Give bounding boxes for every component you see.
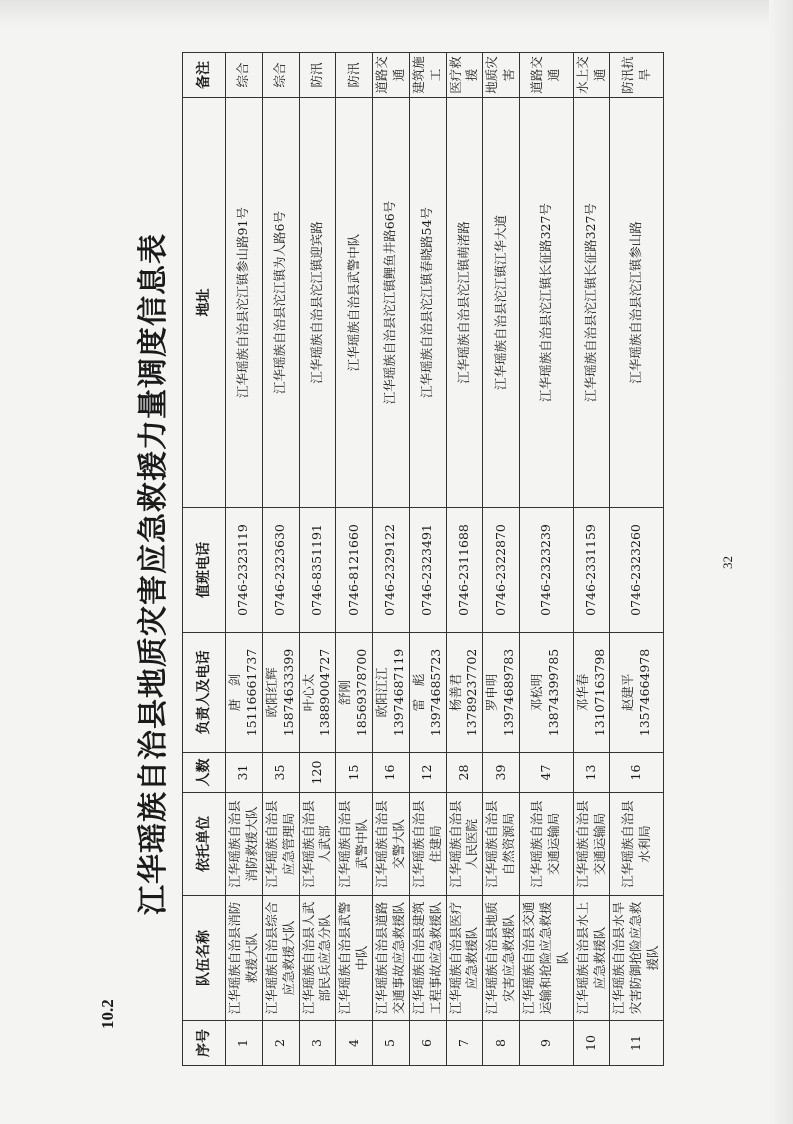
- page-title: 江华瑶族自治县地质灾害应急救援力量调度信息表: [136, 233, 171, 915]
- cell-unit: 江华瑶族自治县水利局: [610, 793, 664, 896]
- cell-no: 6: [409, 1021, 446, 1066]
- person-phone: 13789237702: [464, 648, 480, 737]
- cell-count: 31: [226, 753, 263, 793]
- cell-no: 5: [373, 1021, 410, 1066]
- person-phone: 15116661737: [243, 648, 259, 737]
- cell-person: [520, 633, 574, 753]
- table-row: [262, 53, 299, 1066]
- cell-note: 防汛: [299, 53, 336, 98]
- rescue-force-table: [182, 52, 664, 1066]
- cell-unit: 江华瑶族自治县住建局: [409, 793, 446, 896]
- person-phone: 13974687119: [390, 648, 406, 737]
- cell-note: 综合: [262, 53, 299, 98]
- person-phone: 18569378700: [354, 648, 370, 737]
- cell-address: 江华瑶族自治县沱江镇长征路327号: [520, 98, 574, 508]
- table-row: [299, 53, 336, 1066]
- cell-person: [336, 633, 373, 753]
- cell-count: 120: [299, 753, 336, 793]
- cell-count: 28: [446, 753, 483, 793]
- cell-duty-phone: 0746-2323119: [226, 508, 263, 633]
- cell-duty-phone: 0746-2322870: [483, 508, 520, 633]
- person-phone: 15874633399: [280, 648, 296, 737]
- cell-address: 江华瑶族自治县沱江镇参山路: [610, 98, 664, 508]
- header-count: 人数: [183, 753, 226, 793]
- cell-team-name: 江华瑶族自治县消防救援大队: [226, 896, 263, 1021]
- person-name: 唐 剑: [227, 673, 242, 712]
- cell-unit: 江华瑶族自治县自然资源局: [483, 793, 520, 896]
- cell-note: 道路交通: [520, 53, 574, 98]
- cell-count: 35: [262, 753, 299, 793]
- header-duty-phone: 值班电话: [183, 508, 226, 633]
- cell-no: 11: [610, 1021, 664, 1066]
- table-row: [336, 53, 373, 1066]
- person-phone: 13889004727: [317, 648, 333, 737]
- cell-unit: 江华瑶族自治县武警中队: [336, 793, 373, 896]
- cell-unit: 江华瑶族自治县交警大队: [373, 793, 410, 896]
- cell-unit: 江华瑶族自治县人武部: [299, 793, 336, 896]
- cell-duty-phone: 0746-2329122: [373, 508, 410, 633]
- cell-no: 10: [573, 1021, 610, 1066]
- cell-person: [610, 633, 664, 753]
- cell-team-name: 江华瑶族自治县交通运输和抢险应急救援队: [520, 896, 574, 1021]
- cell-unit: 江华瑶族自治县交通运输局: [520, 793, 574, 896]
- cell-duty-phone: 0746-8121660: [336, 508, 373, 633]
- cell-duty-phone: 0746-2323491: [409, 508, 446, 633]
- cell-no: 7: [446, 1021, 483, 1066]
- cell-address: 江华瑶族自治县沱江镇参山路91号: [226, 98, 263, 508]
- table-row: [373, 53, 410, 1066]
- person-name: 叶心太: [300, 673, 316, 712]
- person-name: 杨善君: [447, 673, 463, 712]
- cell-count: 39: [483, 753, 520, 793]
- cell-count: 12: [409, 753, 446, 793]
- table-row: [520, 53, 574, 1066]
- cell-no: 3: [299, 1021, 336, 1066]
- header-no: 序号: [183, 1021, 226, 1066]
- table-row: [483, 53, 520, 1066]
- header-person: 负责人及电话: [183, 633, 226, 753]
- person-phone: 13107163798: [591, 648, 607, 737]
- person-name: 舒刚: [337, 680, 353, 706]
- cell-unit: 江华瑶族自治县应急管理局: [262, 793, 299, 896]
- person-phone: 13874399785: [546, 648, 562, 737]
- table-row: [446, 53, 483, 1066]
- cell-person: [409, 633, 446, 753]
- cell-team-name: 江华瑶族自治县武警中队: [336, 896, 373, 1021]
- cell-person: [299, 633, 336, 753]
- cell-no: 1: [226, 1021, 263, 1066]
- cell-team-name: 江华瑶族自治县地质灾害应急救援队: [483, 896, 520, 1021]
- cell-team-name: 江华瑶族自治县建筑工程事故应急救援队: [409, 896, 446, 1021]
- cell-team-name: 江华瑶族自治县综合应急救援大队: [262, 896, 299, 1021]
- cell-no: 2: [262, 1021, 299, 1066]
- table-row: [409, 53, 446, 1066]
- cell-note: 地质灾害: [483, 53, 520, 98]
- cell-team-name: 江华瑶族自治县水上应急救援队: [573, 896, 610, 1021]
- cell-note: 综合: [226, 53, 263, 98]
- table-row: [573, 53, 610, 1066]
- person-name: 邓松明: [529, 673, 545, 712]
- cell-count: 15: [336, 753, 373, 793]
- cell-note: 道路交通: [373, 53, 410, 98]
- table-header-row: [183, 53, 226, 1066]
- table-row: [226, 53, 263, 1066]
- header-team-name: 队伍名称: [183, 896, 226, 1021]
- cell-note: 防汛抗旱: [610, 53, 664, 98]
- cell-person: [573, 633, 610, 753]
- cell-person: [446, 633, 483, 753]
- cell-team-name: 江华瑶族自治县人武部民兵应急分队: [299, 896, 336, 1021]
- cell-duty-phone: 0746-2331159: [573, 508, 610, 633]
- person-name: 邓华春: [574, 673, 590, 712]
- person-phone: 13974689783: [501, 648, 517, 737]
- cell-address: 江华瑶族自治县沱江镇鲤鱼井路66号: [373, 98, 410, 508]
- cell-person: [483, 633, 520, 753]
- cell-duty-phone: 0746-2323260: [610, 508, 664, 633]
- cell-no: 9: [520, 1021, 574, 1066]
- cell-address: 江华瑶族自治县武警中队: [336, 98, 373, 508]
- cell-note: 建筑施工: [409, 53, 446, 98]
- cell-unit: 江华瑶族自治县人民医院: [446, 793, 483, 896]
- cell-note: 防汛: [336, 53, 373, 98]
- cell-duty-phone: 0746-2323630: [262, 508, 299, 633]
- cell-no: 4: [336, 1021, 373, 1066]
- person-name: 欧阳江江: [374, 667, 389, 718]
- header-note: 备注: [183, 53, 226, 98]
- cell-address: 江华瑶族自治县沱江镇为人路6号: [262, 98, 299, 508]
- person-phone: 13974685723: [427, 648, 443, 737]
- cell-unit: 江华瑶族自治县交通运输局: [573, 793, 610, 896]
- cell-address: 江华瑶族自治县沱江镇迎宾路: [299, 98, 336, 508]
- cell-count: 13: [573, 753, 610, 793]
- person-name: 欧阳红辉: [263, 667, 279, 718]
- cell-count: 47: [520, 753, 574, 793]
- cell-address: 江华瑶族自治县沱江镇江华大道: [483, 98, 520, 508]
- cell-address: 江华瑶族自治县沱江镇春晓路54号: [409, 98, 446, 508]
- cell-person: [373, 633, 410, 753]
- cell-address: 江华瑶族自治县沱江镇长征路327号: [573, 98, 610, 508]
- person-name: 罗申明: [484, 673, 500, 712]
- cell-unit: 江华瑶族自治县消防救援大队: [226, 793, 263, 896]
- cell-count: 16: [373, 753, 410, 793]
- cell-team-name: 江华瑶族自治县水旱灾害防御抢险应急救援队: [610, 896, 664, 1021]
- cell-person: [226, 633, 263, 753]
- cell-note: 医疗救援: [446, 53, 483, 98]
- cell-person: [262, 633, 299, 753]
- cell-duty-phone: 0746-2323239: [520, 508, 574, 633]
- person-name: 赵建平: [619, 673, 635, 712]
- header-unit: 依托单位: [183, 793, 226, 896]
- cell-note: 水上交通: [573, 53, 610, 98]
- cell-count: 16: [610, 753, 664, 793]
- cell-no: 8: [483, 1021, 520, 1066]
- cell-team-name: 江华瑶族自治县道路交通事故应急救援队: [373, 896, 410, 1021]
- table-row: [610, 53, 664, 1066]
- person-name: 雷 彪: [410, 673, 426, 712]
- cell-address: 江华瑶族自治县沱江镇萌渚路: [446, 98, 483, 508]
- person-phone: 13574664978: [636, 648, 652, 737]
- cell-duty-phone: 0746-2311688: [446, 508, 483, 633]
- cell-duty-phone: 0746-8351191: [299, 508, 336, 633]
- page-number: 32: [720, 556, 735, 569]
- header-address: 地址: [183, 98, 226, 508]
- section-number: 10.2: [98, 999, 117, 1029]
- cell-team-name: 江华瑶族自治县医疗应急救援队: [446, 896, 483, 1021]
